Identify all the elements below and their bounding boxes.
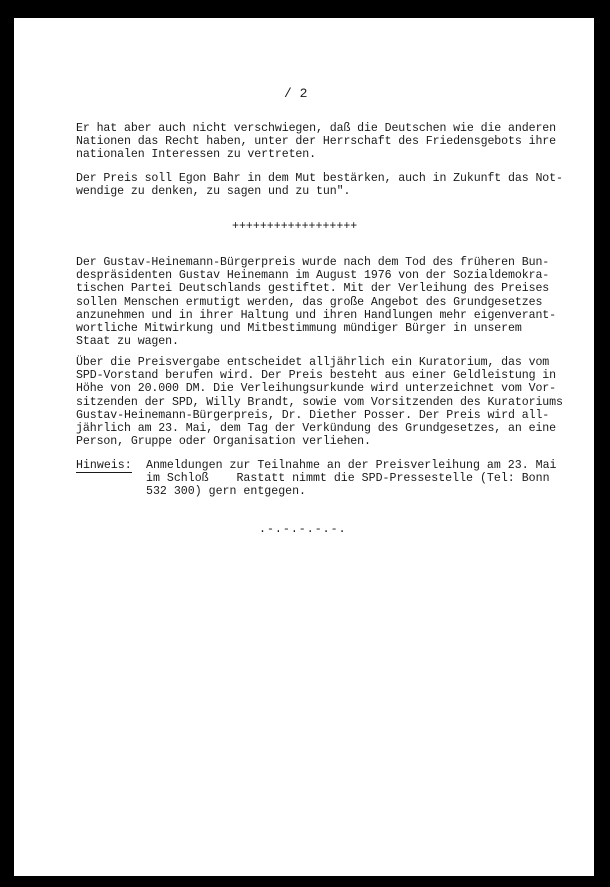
page-number: / 2 <box>284 86 308 101</box>
hint-line: im Schloß Rastatt nimmt die SPD-Pressestelle (Tel: Bonn <box>146 472 550 486</box>
section-separator: ++++++++++++++++++ <box>232 220 358 233</box>
paragraph-line: anzunehmen und in ihrer Haltung und ihren Handlungen mehr eigenverant- <box>76 308 557 322</box>
paragraph-line: Der Gustav-Heinemann-Bürgerpreis wurde nach dem Tod des früheren Bun- <box>76 256 550 269</box>
paragraph-line: Er hat aber auch nicht verschwiegen, daß die Deutschen wie die anderen <box>76 122 557 135</box>
paragraph-line: wortliche Mitwirkung und Mitbestimmung mündiger Bürger in unserem <box>76 322 522 336</box>
paragraph-line: Nationen das Recht haben, unter der Herrschaft des Friedensgebots ihre <box>76 135 557 149</box>
paragraph-line: Staat zu wagen. <box>76 335 179 349</box>
paragraph-prize-committee <box>76 356 594 448</box>
paragraph-line: nationalen Interessen zu vertreten. <box>76 148 317 162</box>
hint-text <box>146 459 594 499</box>
paragraph-line: Gustav-Heinemann-Bürgerpreis, Dr. Diether Posser. Der Preis wird all- <box>76 408 550 422</box>
paragraph-line: wendige zu denken, zu sagen und zu tun". <box>76 185 351 199</box>
paragraph-line: tischen Partei Deutschlands gestiftet. Mit der Verleihung des Preises <box>76 282 550 296</box>
paragraph-line: Der Preis soll Egon Bahr in dem Mut bestärken, auch in Zukunft das Not- <box>76 172 563 185</box>
paragraph-line: despräsidenten Gustav Heinemann im August 1976 von der Sozialdemokra- <box>76 269 550 283</box>
hint-line: Anmeldungen zur Teilnahme an der Preisverleihung am 23. Mai <box>146 459 557 472</box>
paragraph-prize-history <box>76 256 594 348</box>
paragraph-line: sollen Menschen ermutigt werden, das große Angebot des Grundgesetzes <box>76 295 543 309</box>
paragraph-line: Person, Gruppe oder Organisation verliehen. <box>76 435 371 449</box>
paragraph-line: jährlich am 23. Mai, dem Tag der Verkündung des Grundgesetzes, an eine <box>76 422 557 436</box>
paragraph-line: SPD-Vorstand berufen wird. Der Preis besteht aus einer Geldleistung in <box>76 369 557 383</box>
paragraph-line: sitzenden der SPD, Willy Brandt, sowie vom Vorsitzenden des Kuratoriums <box>76 395 563 409</box>
paragraph-line: Höhe von 20.000 DM. Die Verleihungsurkunde wird unterzeichnet vom Vor- <box>76 382 557 396</box>
paragraph-prize-quote <box>76 172 594 198</box>
end-marker: .-.-.-.-.-. <box>259 523 347 536</box>
document-page <box>14 18 594 876</box>
paragraph-nations <box>76 122 594 162</box>
paragraph-line: Über die Preisvergabe entscheidet alljährlich ein Kuratorium, das vom <box>76 356 550 369</box>
hint-label: Hinweis: <box>76 459 132 472</box>
hint-line: 532 300) gern entgegen. <box>146 485 307 499</box>
